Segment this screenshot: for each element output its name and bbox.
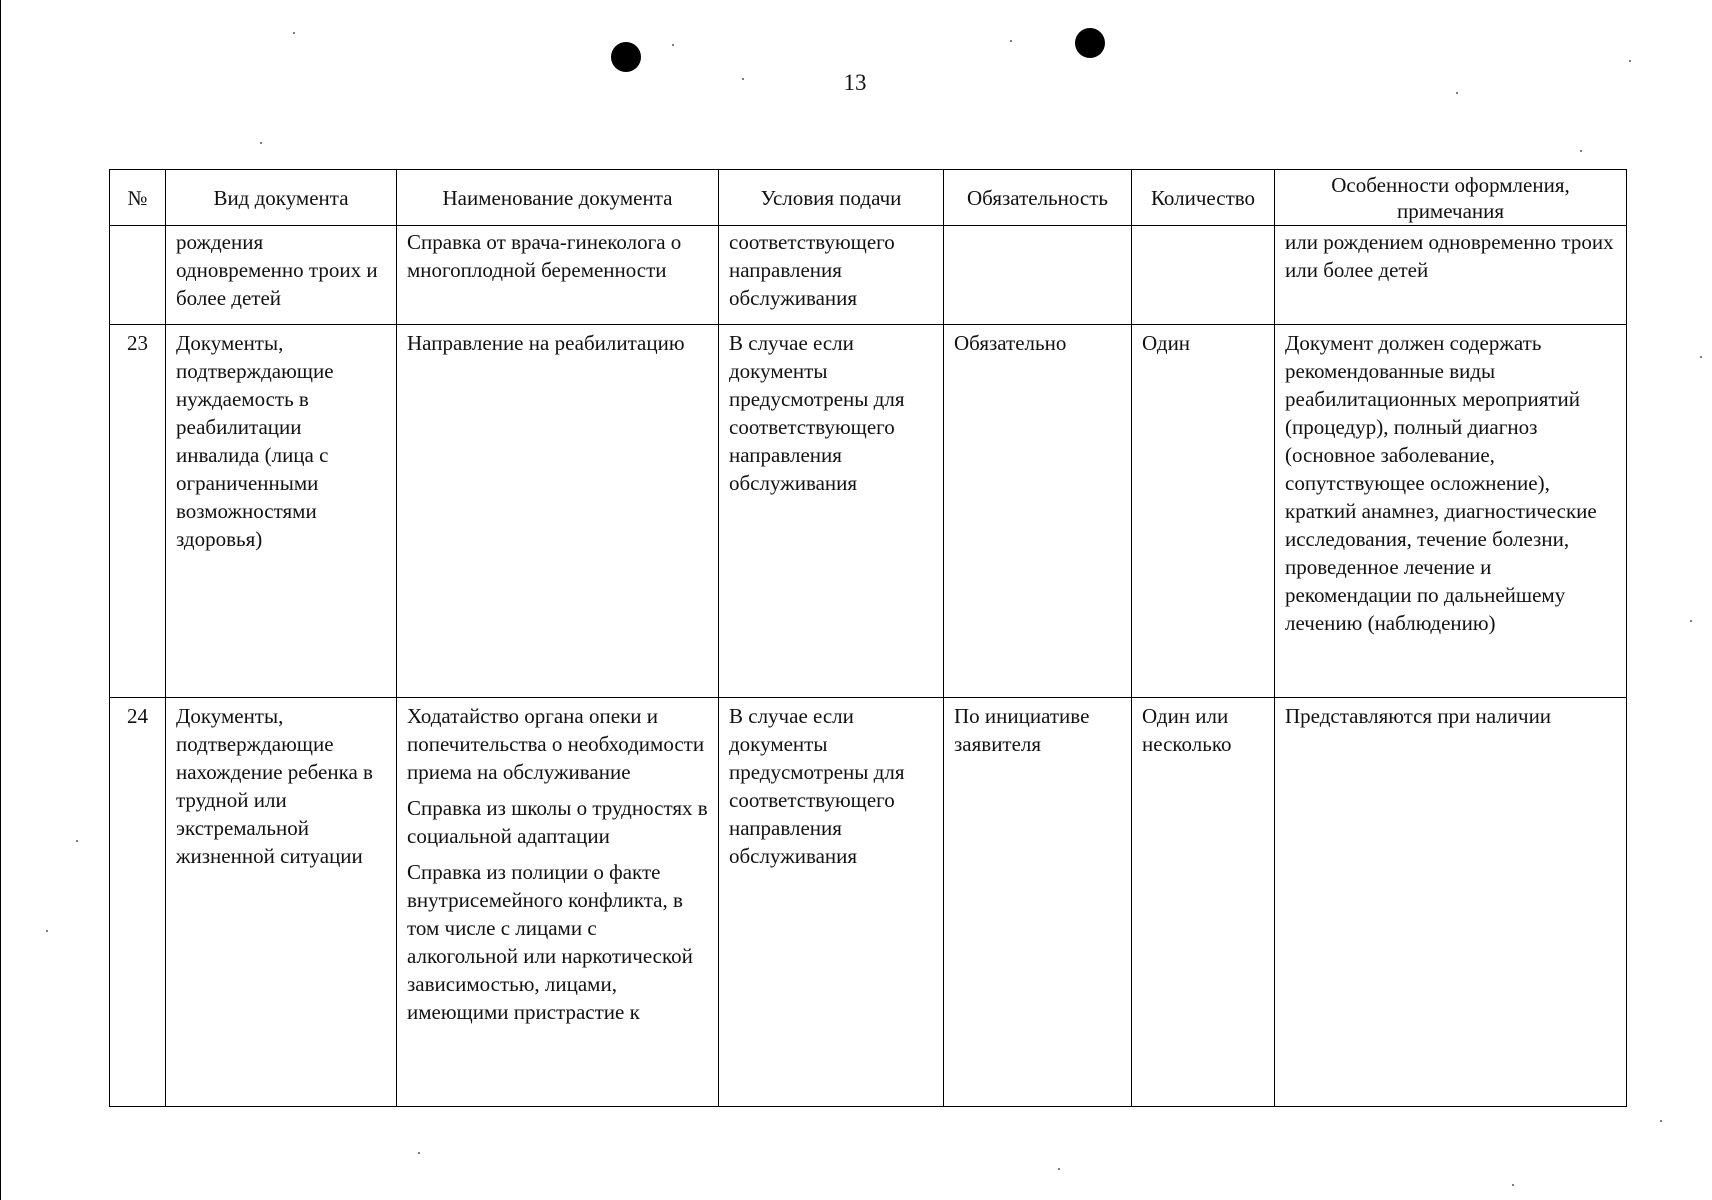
table-header-row: [110, 170, 1627, 226]
table-row: [110, 325, 1627, 698]
cell-conditions: соответствующего направления обслуживания: [719, 226, 944, 325]
cell-notes: Представляются при наличии: [1275, 698, 1627, 1107]
scan-speck: [46, 930, 48, 932]
page-number: 13: [843, 70, 867, 95]
cell-num: [110, 226, 166, 325]
scan-speck: [1629, 60, 1631, 62]
scan-speck: [1690, 620, 1692, 622]
cell-doc-type: рождения одновременно троих и более детей: [166, 226, 397, 325]
cell-quantity: [1132, 226, 1275, 325]
scan-speck: [672, 44, 674, 46]
scan-speck: [1010, 40, 1012, 42]
scan-speck: [1580, 150, 1582, 152]
doc-name-entry: Справка из школы о трудностях в социальной адаптации: [407, 796, 708, 848]
cell-quantity: Один: [1132, 325, 1275, 698]
cell-quantity: Один или несколько: [1132, 698, 1275, 1107]
doc-name-entry: Справка от врача-гинеколога о многоплодной беременности: [407, 230, 682, 282]
punch-hole-right: [1075, 28, 1105, 58]
cell-obligation: [944, 226, 1132, 325]
documents-table: [109, 169, 1627, 1107]
scan-speck: [1456, 92, 1458, 94]
scan-speck: [742, 78, 744, 80]
punch-hole-left: [611, 42, 641, 72]
header-notes: Особенности оформления, примечания: [1275, 170, 1627, 226]
scan-speck: [76, 840, 78, 842]
cell-doc-name: [397, 325, 719, 698]
cell-conditions: В случае если документы предусмотрены для соответствующего направления обслуживания: [719, 698, 944, 1107]
scan-speck: [293, 32, 295, 34]
scan-speck: [1660, 1120, 1662, 1122]
cell-obligation: По инициативе заявителя: [944, 698, 1132, 1107]
cell-doc-type: Документы, подтверждающие нахождение ребенка в трудной или экстремальной жизненной ситуации: [166, 698, 397, 1107]
cell-conditions: В случае если документы предусмотрены для соответствующего направления обслуживания: [719, 325, 944, 698]
header-conditions: Условия подачи: [719, 170, 944, 226]
cell-doc-name: [397, 698, 719, 1107]
doc-name-entry: Ходатайство органа опеки и попечительства о необходимости приема на обслуживание: [407, 704, 705, 784]
table-row: [110, 698, 1627, 1107]
scan-speck: [260, 142, 262, 144]
doc-name-entry: Справка из полиции о факте внутрисемейного конфликта, в том числе с лицами с алкогольной или наркотической зависимостью, лицами, имеющими пристрастие к: [407, 860, 693, 1024]
cell-doc-name: [397, 226, 719, 325]
page-edge-line: [0, 0, 1, 1200]
scan-speck: [1512, 1184, 1514, 1186]
header-doc-name: Наименование документа: [397, 170, 719, 226]
header-obligation: Обязательность: [944, 170, 1132, 226]
cell-notes: Документ должен содержать рекомендованные виды реабилитационных мероприятий (процедур), полный диагноз (основное заболевание, сопутствующее осложнение), краткий анамнез, диагностические исследования, течение болезни, проведенное лечение и рекомендации по дальнейшему лечению (наблюдению): [1275, 325, 1627, 698]
cell-doc-type: Документы, подтверждающие нуждаемость в реабилитации инвалида (лица с ограниченными возможностями здоровья): [166, 325, 397, 698]
table-row: [110, 226, 1627, 325]
scan-speck: [1058, 1168, 1060, 1170]
cell-num: 23: [110, 325, 166, 698]
cell-num: 24: [110, 698, 166, 1107]
cell-obligation: Обязательно: [944, 325, 1132, 698]
scan-speck: [418, 1152, 420, 1154]
doc-name-entry: Направление на реабилитацию: [407, 331, 685, 355]
scan-speck: [1700, 356, 1702, 358]
cell-notes: или рождением одновременно троих или более детей: [1275, 226, 1627, 325]
header-num: №: [110, 170, 166, 226]
header-quantity: Количество: [1132, 170, 1275, 226]
header-doc-type: Вид документа: [166, 170, 397, 226]
